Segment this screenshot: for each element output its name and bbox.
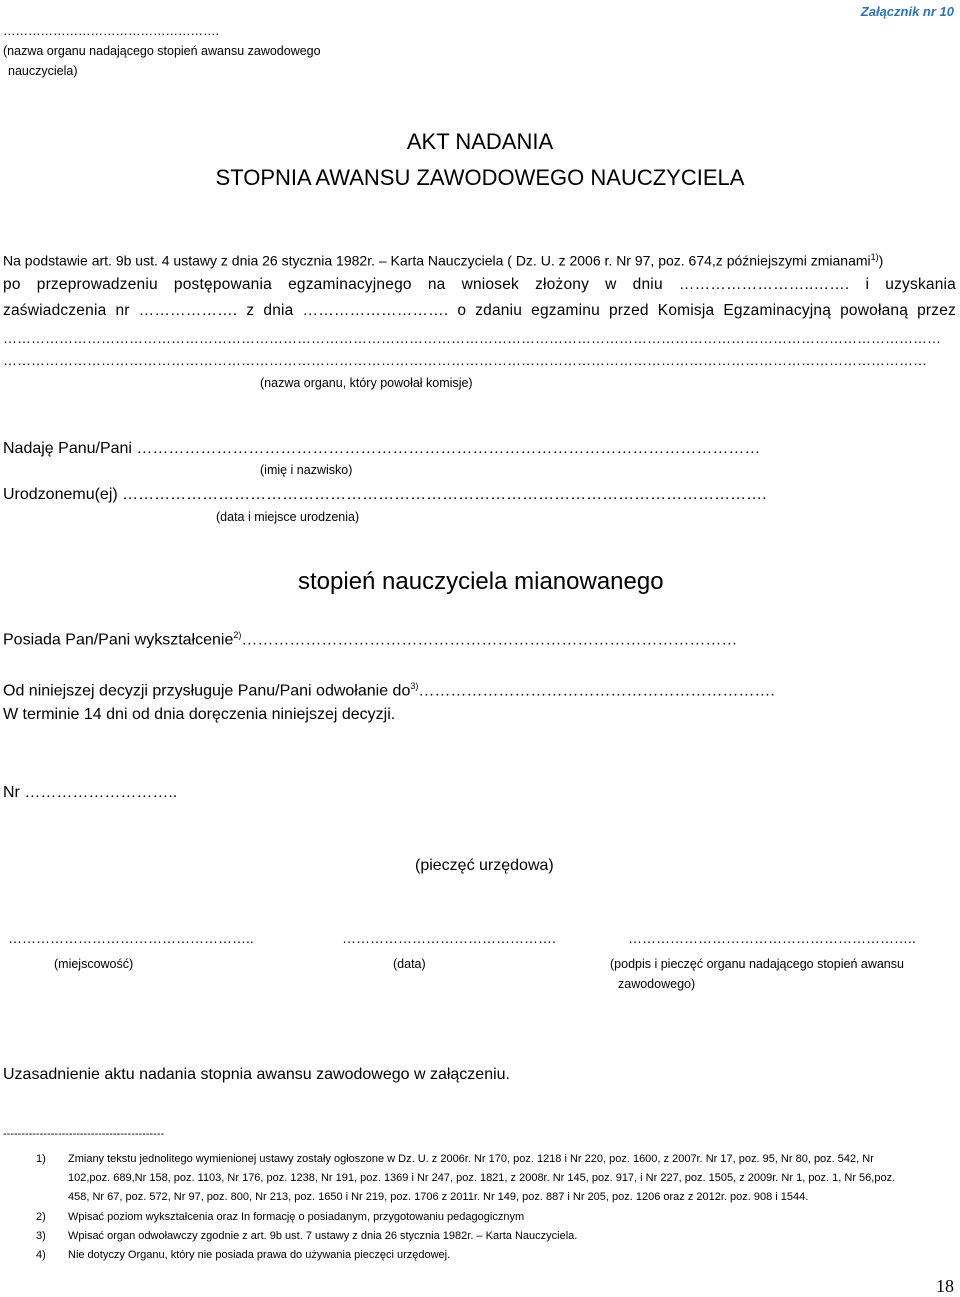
certificate-line: zaświadczenia nr ………………. z dnia ………………………. o zdaniu egzaminu przed Komisja Egzaminacyjną powołaną przez bbox=[3, 302, 956, 319]
appeal-line bbox=[3, 681, 775, 700]
degree-title: stopień nauczyciela mianowanego bbox=[298, 568, 664, 595]
legal-basis-text: Na podstawie art. 9b ust. 4 ustawy z dnia 26 stycznia 1982r. – Karta Nauczyciela ( Dz. U. z 2006 r. Nr 97, poz. 674,z późniejszymi zmianami bbox=[3, 252, 871, 269]
procedure-line: po przeprowadzeniu postępowania egzaminacyjnego na wniosek złożony w dniu ……………………..……. i uzyskania bbox=[3, 276, 956, 293]
footnote-2-text: Wpisać poziom wykształcenia oraz In formację o posiadanym, przygotowaniu pedagogicznym bbox=[68, 1211, 525, 1223]
organ-dots: ……………………………………………. bbox=[3, 24, 219, 38]
organ-caption-line1: (nazwa organu nadającego stopień awansu zawodowego bbox=[3, 44, 321, 58]
footnote-1-line1: Zmiany tekstu jednolitego wymienionej ustawy zostały ogłoszone w Dz. U. z 2006r. Nr 170, poz. 1218 i Nr 220, poz. 1600, z 2007r. Nr 17, poz. 95, Nr 80, poz. 542, Nr bbox=[68, 1153, 874, 1165]
date-caption: (data) bbox=[393, 957, 426, 971]
organ-caption-line2: nauczyciela) bbox=[8, 64, 78, 78]
annex-label: Załącznik nr 10 bbox=[860, 4, 954, 19]
appeal-term: W terminie 14 dni od dnia doręczenia niniejszej decyzji. bbox=[3, 706, 396, 723]
footnote-4-number: 4) bbox=[36, 1249, 46, 1261]
education-label: Posiada Pan/Pani wykształcenie bbox=[3, 631, 234, 649]
footnote-ref-1: 1) bbox=[870, 252, 879, 262]
recipient-name-line: Nadaję Panu/Pani ……………………………………………………………………………………………………… bbox=[3, 440, 761, 457]
education-line bbox=[3, 630, 737, 649]
place-caption: (miejscowość) bbox=[54, 957, 134, 971]
birth-line: Urodzonemu(ej) …………………………………………………………………………………………………………. bbox=[3, 486, 767, 503]
footnote-1-line2: 102,poz. 689,Nr 158, poz. 1103, Nr 176, poz. 1238, Nr 191, poz. 1369 i Nr 247, poz. 1821, z 2008r. Nr 145, poz. 917, i Nr 227, poz. 1505, z 2009r. Nr 1, poz. 1, Nr 56,poz. bbox=[68, 1172, 896, 1184]
footnote-1-line3: 458, Nr 67, poz. 572, Nr 97, poz. 800, Nr 213, poz. 1650 i Nr 219, poz. 1706 z 2011r. Nr 149, poz. 887 i Nr 205, poz. 1206 oraz z 2012r. poz. 908 i 1544. bbox=[68, 1191, 809, 1203]
footnote-2-number: 2) bbox=[36, 1211, 46, 1223]
footnote-ref-3: 3) bbox=[410, 681, 419, 691]
footnote-3-text: Wpisać organ odwoławczy zgodnie z art. 9b ust. 7 ustawy z dnia 26 stycznia 1982r. – Karta Nauczyciela. bbox=[68, 1230, 578, 1242]
appeal-dots: …………………………………………………………. bbox=[418, 682, 775, 700]
organ-dots-line1: ………………………………………………………………………………………………………………………………………………………………………………… bbox=[3, 330, 941, 346]
place-dots: …………………………………………….. bbox=[8, 930, 254, 946]
document-title-line2: STOPNIA AWANSU ZAWODOWEGO NAUCZYCIELA bbox=[215, 165, 745, 190]
organ-dots-line2: ……………………………………………………………………………………………………………………………………………………………………………… bbox=[3, 352, 927, 368]
decision-number: Nr ……………………….. bbox=[3, 784, 178, 801]
legal-basis-close: ) bbox=[878, 252, 884, 269]
signature-caption-line2: zawodowego) bbox=[618, 977, 696, 991]
appeal-label: Od niniejszej decyzji przysługuje Panu/Pani odwołanie do bbox=[3, 682, 411, 700]
footnote-3-number: 3) bbox=[36, 1230, 46, 1242]
justification-note: Uzasadnienie aktu nadania stopnia awansu zawodowego w załączeniu. bbox=[3, 1066, 510, 1083]
footnote-1-number: 1) bbox=[36, 1153, 46, 1165]
birth-caption: (data i miejsce urodzenia) bbox=[216, 510, 360, 524]
footnote-ref-2: 2) bbox=[233, 630, 242, 640]
page-number: 18 bbox=[936, 1276, 954, 1296]
recipient-name-caption: (imię i nazwisko) bbox=[260, 463, 353, 477]
official-stamp-caption: (pieczęć urzędowa) bbox=[415, 857, 554, 874]
document-title-line1: AKT NADANIA bbox=[406, 129, 554, 154]
signature-dots: …………………………………………………….. bbox=[628, 930, 916, 946]
commission-organ-caption: (nazwa organu, który powołał komisje) bbox=[260, 376, 473, 390]
date-dots: ………………………………………. bbox=[342, 930, 556, 946]
footnote-4-text: Nie dotyczy Organu, który nie posiada prawa do używania pieczęci urzędowej. bbox=[68, 1249, 451, 1261]
signature-caption-line1: (podpis i pieczęć organu nadającego stopień awansu bbox=[610, 957, 904, 971]
legal-basis-line bbox=[3, 252, 883, 269]
education-dots: ………………………………………………………………………………… bbox=[241, 631, 738, 649]
footnote-separator: -------------------------------------------- bbox=[3, 1128, 165, 1140]
